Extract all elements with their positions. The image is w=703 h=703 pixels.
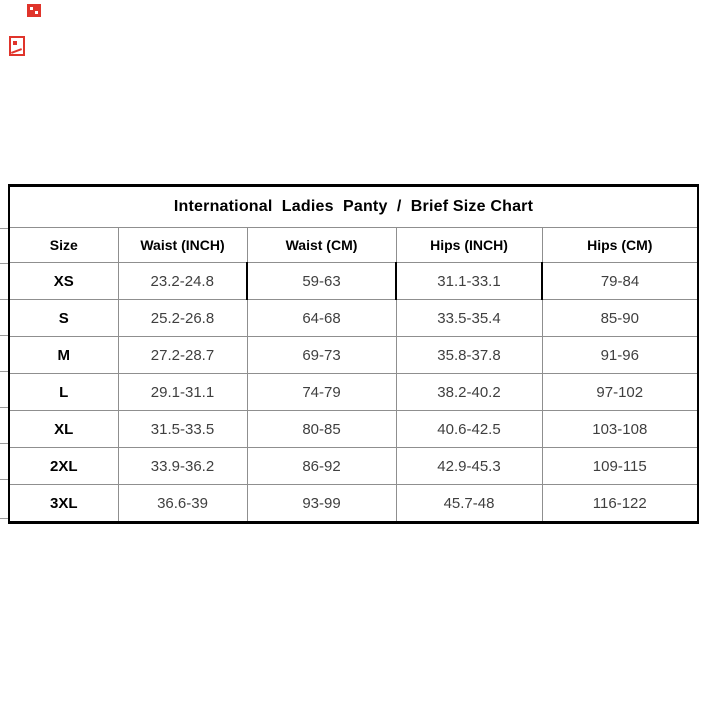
column-header-waist-inch: Waist (INCH)	[118, 228, 247, 263]
column-header-hips-inch: Hips (INCH)	[396, 228, 542, 263]
table-row-2xl	[9, 448, 698, 485]
table-row-s	[9, 300, 698, 337]
value-cell: 38.2-40.2	[396, 374, 542, 411]
table-header-row	[9, 228, 698, 263]
size-cell: 3XL	[9, 485, 118, 523]
table-row-3xl	[9, 485, 698, 523]
table-row-l	[9, 374, 698, 411]
value-cell: 42.9-45.3	[396, 448, 542, 485]
value-cell: 36.6-39	[118, 485, 247, 523]
value-cell: 86-92	[247, 448, 396, 485]
value-cell: 80-85	[247, 411, 396, 448]
value-cell: 31.5-33.5	[118, 411, 247, 448]
value-cell: 45.7-48	[396, 485, 542, 523]
value-cell: 85-90	[542, 300, 698, 337]
size-chart-title: International Ladies Panty / Brief Size Chart	[9, 186, 698, 228]
column-header-hips-cm: Hips (CM)	[542, 228, 698, 263]
value-cell: 74-79	[247, 374, 396, 411]
broken-image-icon	[9, 36, 25, 56]
table-row-m	[9, 337, 698, 374]
column-header-size: Size	[9, 228, 118, 263]
table-title-row	[9, 186, 698, 228]
value-cell: 79-84	[542, 263, 698, 300]
value-cell: 29.1-31.1	[118, 374, 247, 411]
value-cell: 23.2-24.8	[118, 263, 247, 300]
value-cell: 31.1-33.1	[396, 263, 542, 300]
value-cell: 69-73	[247, 337, 396, 374]
value-cell: 91-96	[542, 337, 698, 374]
size-cell: XS	[9, 263, 118, 300]
value-cell: 59-63	[247, 263, 396, 300]
value-cell: 64-68	[247, 300, 396, 337]
table-row-xl	[9, 411, 698, 448]
value-cell: 35.8-37.8	[396, 337, 542, 374]
table-row-xs	[9, 263, 698, 300]
size-chart-table	[8, 184, 699, 524]
value-cell: 116-122	[542, 485, 698, 523]
value-cell: 93-99	[247, 485, 396, 523]
value-cell: 33.9-36.2	[118, 448, 247, 485]
value-cell: 97-102	[542, 374, 698, 411]
value-cell: 25.2-26.8	[118, 300, 247, 337]
value-cell: 40.6-42.5	[396, 411, 542, 448]
value-cell: 109-115	[542, 448, 698, 485]
size-cell: S	[9, 300, 118, 337]
value-cell: 27.2-28.7	[118, 337, 247, 374]
size-cell: M	[9, 337, 118, 374]
size-cell: L	[9, 374, 118, 411]
value-cell: 103-108	[542, 411, 698, 448]
column-header-waist-cm: Waist (CM)	[247, 228, 396, 263]
size-cell: 2XL	[9, 448, 118, 485]
value-cell: 33.5-35.4	[396, 300, 542, 337]
size-cell: XL	[9, 411, 118, 448]
broken-image-icon	[27, 4, 41, 17]
